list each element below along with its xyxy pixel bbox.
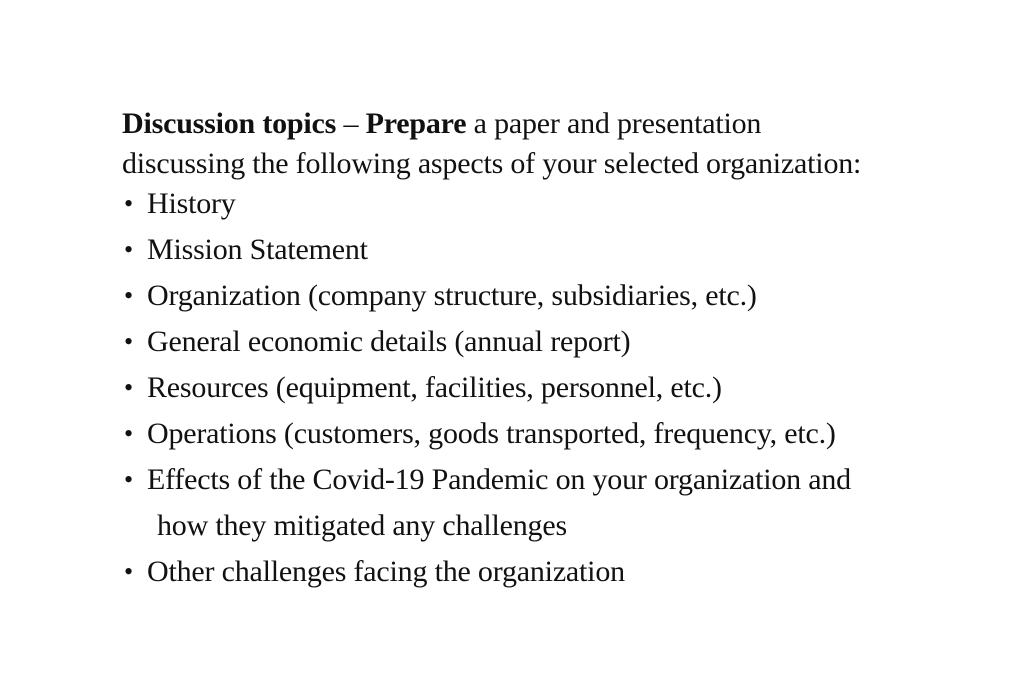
list-item xyxy=(122,552,1012,592)
heading-verb: Prepare xyxy=(365,107,467,140)
heading-dash: – xyxy=(336,107,366,140)
topic-list xyxy=(122,184,1012,592)
bullet-icon: • xyxy=(124,557,133,586)
bullet-icon: • xyxy=(124,281,133,310)
bullet-icon: • xyxy=(124,419,133,448)
topic-text: History xyxy=(147,187,236,220)
topic-text: Effects of the Covid-19 Pandemic on your organization and xyxy=(147,463,851,496)
list-item xyxy=(122,414,1012,454)
bullet-icon: • xyxy=(124,235,133,264)
topic-text: Resources (equipment, facilities, personnel, etc.) xyxy=(147,371,722,404)
list-item xyxy=(122,460,1012,546)
topic-text: Operations (customers, goods transported, frequency, etc.) xyxy=(147,417,836,450)
bullet-icon: • xyxy=(124,189,133,218)
list-item xyxy=(122,230,1012,270)
intro-line-2: discussing the following aspects of your selected organization: xyxy=(122,147,862,180)
list-item xyxy=(122,184,1012,224)
document-body xyxy=(122,104,1012,598)
bullet-icon: • xyxy=(124,373,133,402)
topic-text: Organization (company structure, subsidiaries, etc.) xyxy=(147,279,757,312)
list-item xyxy=(122,322,1012,362)
list-item xyxy=(122,368,1012,408)
intro-line-1 xyxy=(122,104,1012,144)
bullet-icon: • xyxy=(124,327,133,356)
bullet-icon: • xyxy=(124,465,133,494)
topic-text: Mission Statement xyxy=(147,233,368,266)
topic-text: General economic details (annual report) xyxy=(147,325,631,358)
list-item xyxy=(122,276,1012,316)
heading-label: Discussion topics xyxy=(122,107,337,140)
topic-continuation: how they mitigated any challenges xyxy=(157,509,567,542)
heading-rest: a paper and presentation xyxy=(466,107,762,140)
topic-text: Other challenges facing the organization xyxy=(147,555,625,588)
